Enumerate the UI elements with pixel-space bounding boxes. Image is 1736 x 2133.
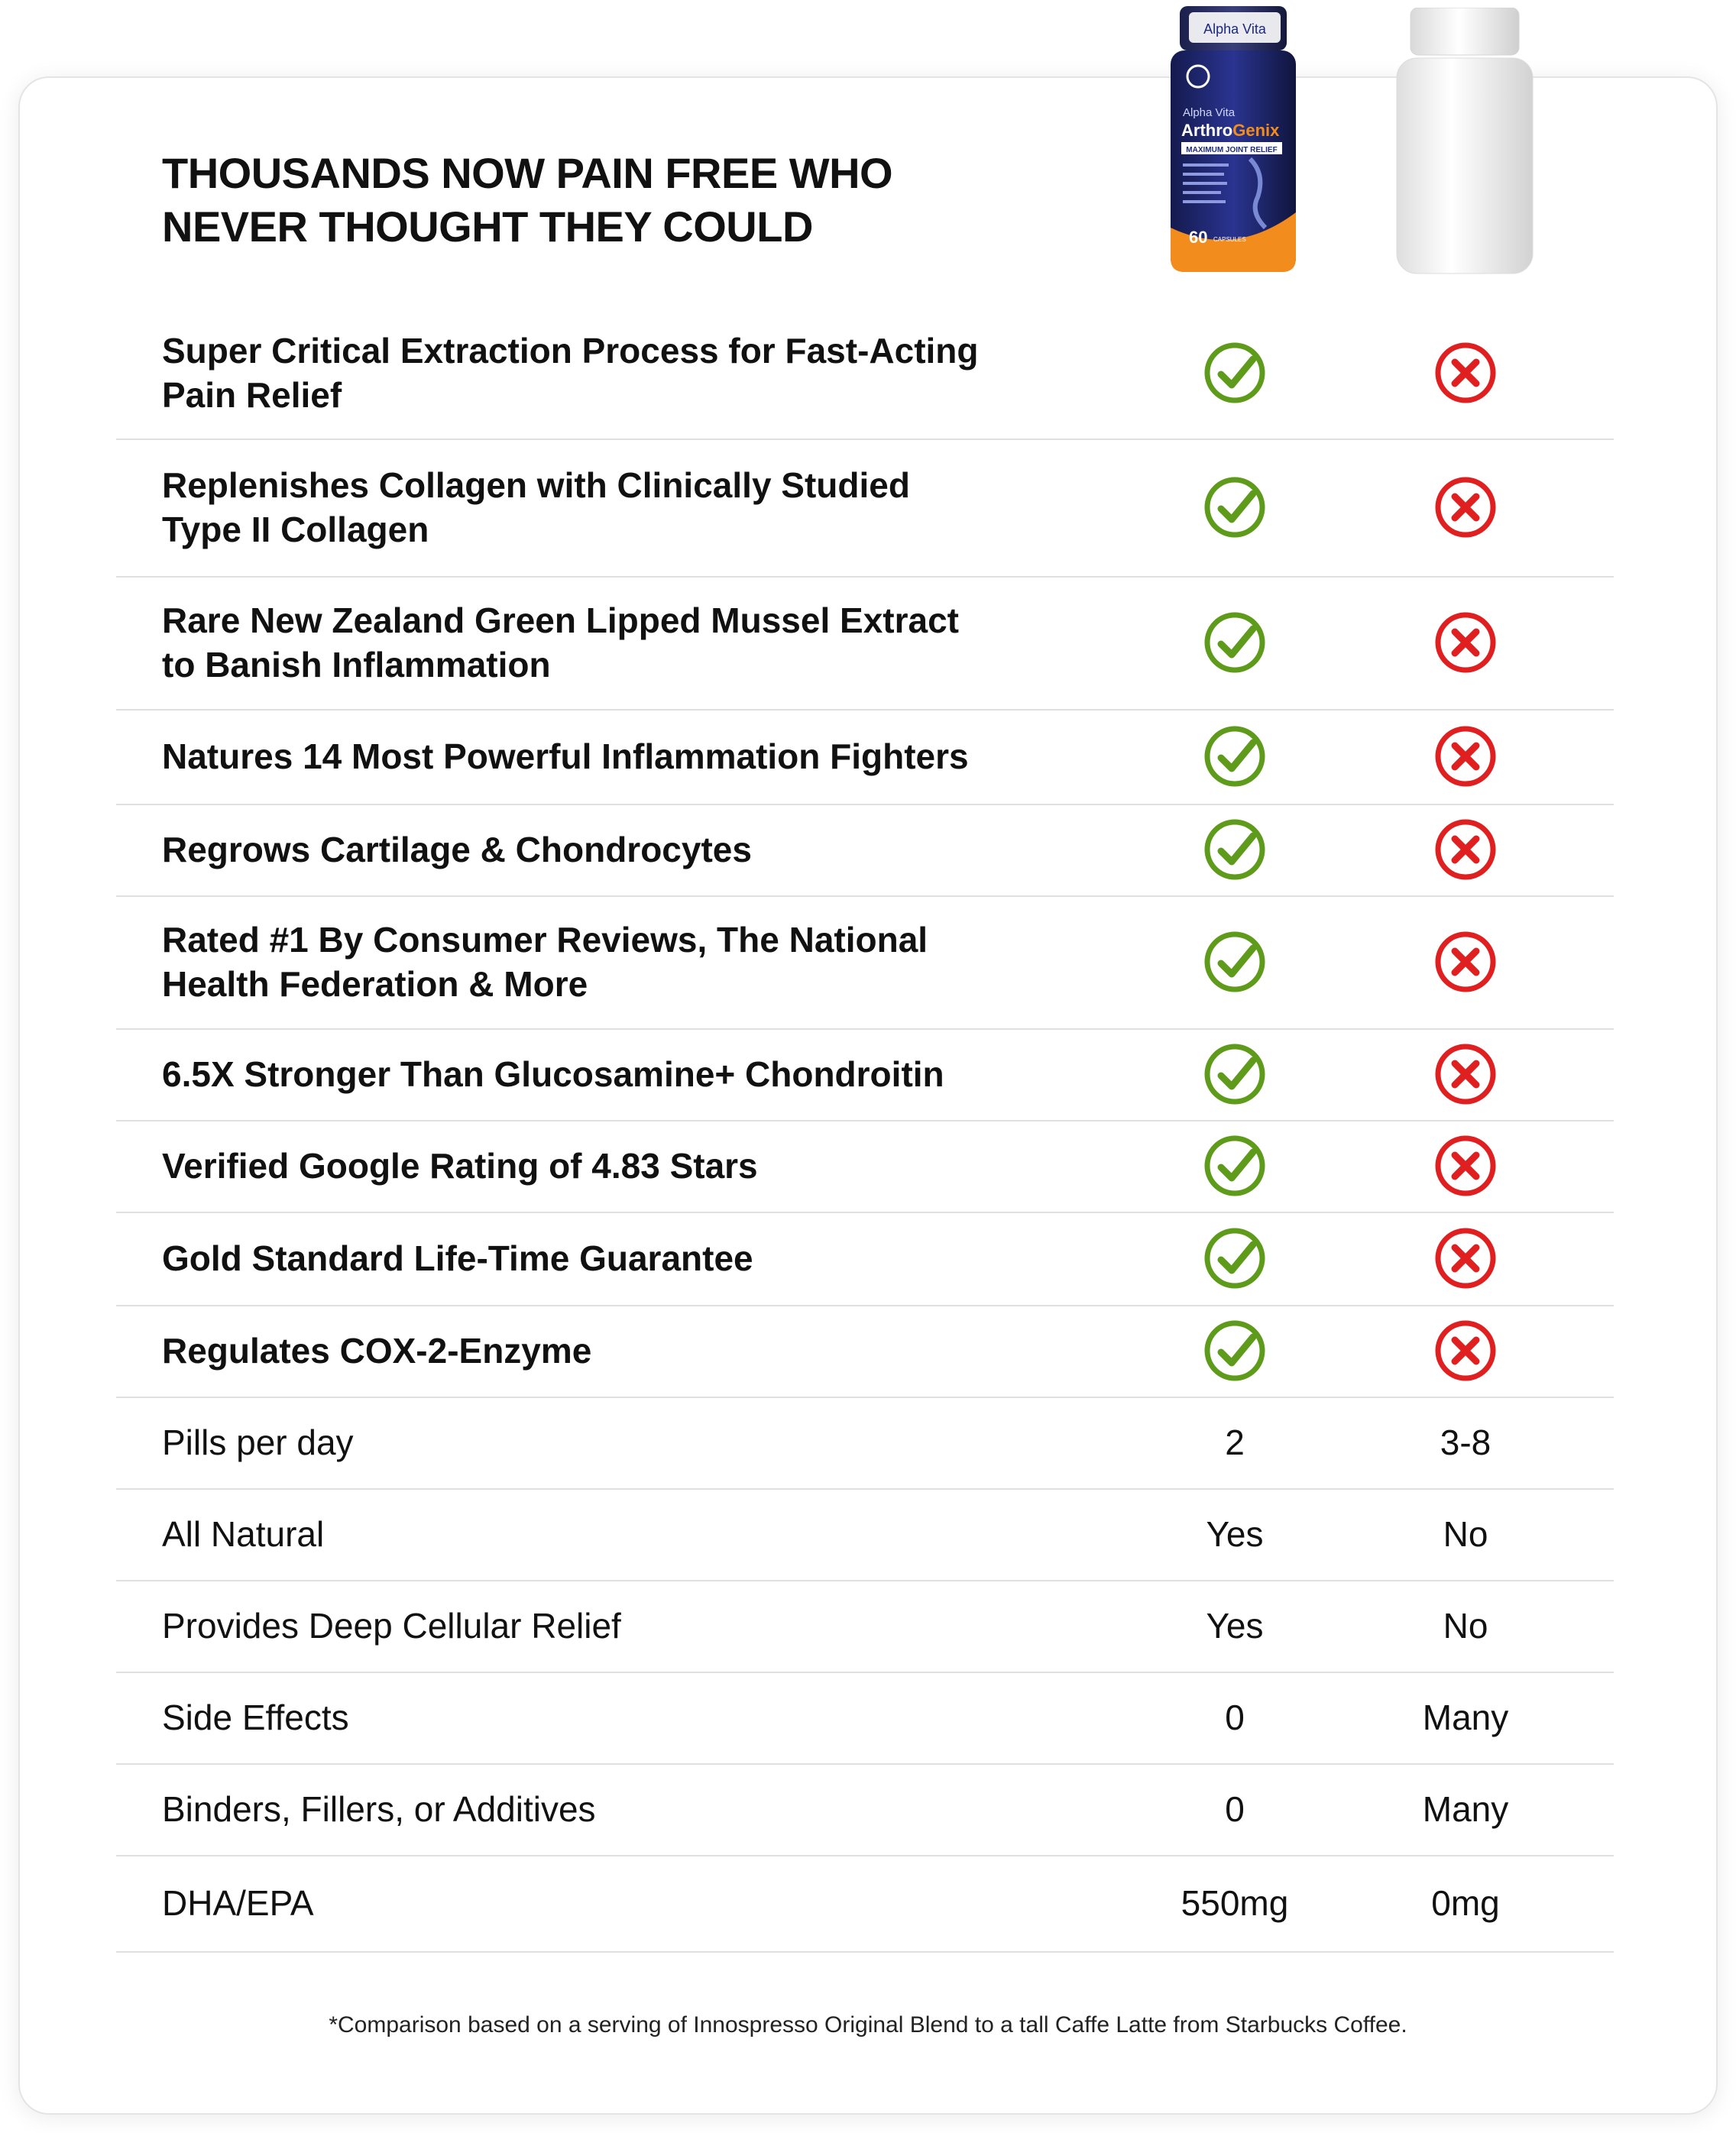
generic-value — [1423, 1697, 1508, 1738]
check-icon — [1203, 724, 1267, 788]
check-icon — [1203, 930, 1267, 994]
feature-label — [162, 918, 1018, 1006]
table-row — [116, 1763, 1614, 1856]
table-row — [116, 307, 1614, 440]
feature-label — [162, 1144, 1018, 1188]
feature-line-1: Provides Deep Cellular Relief — [162, 1606, 621, 1646]
generic-value — [1443, 1605, 1488, 1646]
cross-icon — [1433, 475, 1498, 539]
feature-line-1: Regulates COX-2-Enzyme — [162, 1331, 592, 1371]
feature-label — [162, 329, 1018, 417]
cell-value-text: 0 — [1225, 1698, 1245, 1737]
feature-line-2: Pain Relief — [162, 375, 342, 415]
cell-value-text: Yes — [1206, 1514, 1264, 1554]
table-row — [116, 1305, 1614, 1398]
arthrogenix-bottle-image — [1166, 6, 1300, 277]
table-row — [116, 1855, 1614, 1953]
cell-value-text: 550mg — [1181, 1883, 1289, 1923]
feature-line-1: Rated #1 By Consumer Reviews, The National — [162, 920, 928, 960]
bottle-brand-small: Alpha Vita — [1183, 106, 1236, 119]
cross-icon — [1433, 1226, 1498, 1290]
cell-value-text: 2 — [1225, 1423, 1245, 1462]
check-icon — [1203, 475, 1267, 539]
table-row — [116, 895, 1614, 1030]
feature-line-1: DHA/EPA — [162, 1883, 314, 1923]
feature-label — [162, 734, 1018, 778]
generic-bottle-image — [1392, 8, 1537, 275]
cross-icon — [1433, 1319, 1498, 1383]
cross-icon — [1433, 930, 1498, 994]
feature-label — [162, 1236, 1018, 1280]
generic-value — [1440, 1422, 1491, 1463]
check-icon — [1203, 1134, 1267, 1198]
arthrogenix-value — [1206, 1605, 1263, 1646]
feature-line-1: Pills per day — [162, 1423, 354, 1462]
check-icon — [1203, 1042, 1267, 1106]
arthrogenix-value — [1225, 1422, 1245, 1463]
feature-line-1: Gold Standard Life-Time Guarantee — [162, 1238, 753, 1278]
feature-line-1: Side Effects — [162, 1698, 349, 1737]
feature-label — [162, 1604, 1018, 1648]
svg-text:ArthroGenix — [1181, 121, 1280, 140]
feature-label — [162, 1329, 1018, 1373]
generic-value — [1443, 1513, 1488, 1555]
table-row — [116, 1212, 1614, 1306]
feature-line-1: Natures 14 Most Powerful Inflammation Fighters — [162, 736, 969, 776]
cross-icon — [1433, 1042, 1498, 1106]
bottle-name-part1: Arthro — [1181, 121, 1233, 140]
feature-line-1: Verified Google Rating of 4.83 Stars — [162, 1146, 758, 1186]
bottle-logo-text: Alpha Vita — [1203, 21, 1266, 37]
footnote: *Comparison based on a serving of Innospresso Original Blend to a tall Caffe Latte from Starbucks Coffee. — [329, 2012, 1407, 2038]
arthrogenix-value — [1225, 1697, 1245, 1738]
feature-line-1: Regrows Cartilage & Chondrocytes — [162, 830, 752, 869]
feature-line-1: Binders, Fillers, or Additives — [162, 1789, 596, 1829]
arthrogenix-value — [1225, 1788, 1245, 1830]
table-row — [116, 439, 1614, 578]
feature-label — [162, 827, 1018, 872]
cell-value-text: No — [1443, 1514, 1488, 1554]
feature-label — [162, 1512, 1018, 1556]
cross-icon — [1433, 341, 1498, 405]
cell-value-text: 0 — [1225, 1789, 1245, 1829]
feature-line-2: Type II Collagen — [162, 510, 429, 549]
check-icon — [1203, 817, 1267, 882]
feature-line-2: Health Federation & More — [162, 964, 588, 1004]
cell-value-text: Many — [1422, 1698, 1509, 1737]
table-row — [116, 1580, 1614, 1673]
table-row — [116, 1488, 1614, 1581]
feature-line-1: 6.5X Stronger Than Glucosamine+ Chondroitin — [162, 1054, 944, 1094]
feature-label — [162, 1881, 1018, 1925]
cell-value-text: 3-8 — [1440, 1423, 1491, 1462]
generic-value — [1423, 1788, 1508, 1830]
check-icon — [1203, 1226, 1267, 1290]
bottle-tagline: MAXIMUM JOINT RELIEF — [1186, 146, 1278, 154]
title-line-2: NEVER THOUGHT THEY COULD — [162, 202, 813, 251]
cell-value-text: 0mg — [1431, 1883, 1500, 1923]
feature-label — [162, 463, 1018, 552]
cross-icon — [1433, 610, 1498, 675]
feature-line-1: All Natural — [162, 1514, 325, 1554]
feature-label — [162, 598, 1018, 687]
table-row — [116, 1120, 1614, 1213]
feature-label — [162, 1420, 1018, 1465]
bottle-name-part2: Genix — [1232, 121, 1280, 140]
cell-value-text: No — [1443, 1606, 1488, 1646]
page-title — [162, 147, 1079, 254]
cross-icon — [1433, 1134, 1498, 1198]
table-row — [116, 1397, 1614, 1490]
cell-value-text: Yes — [1206, 1606, 1264, 1646]
feature-label — [162, 1695, 1018, 1740]
check-icon — [1203, 1319, 1267, 1383]
feature-line-2: to Banish Inflammation — [162, 645, 551, 685]
feature-line-1: Rare New Zealand Green Lipped Mussel Extract — [162, 600, 959, 640]
cross-icon — [1433, 724, 1498, 788]
table-row — [116, 1672, 1614, 1765]
table-row — [116, 804, 1614, 897]
feature-label — [162, 1052, 1018, 1096]
table-row — [116, 576, 1614, 710]
cross-icon — [1433, 817, 1498, 882]
arthrogenix-value — [1206, 1513, 1263, 1555]
bottle-count-label: CAPSULES — [1213, 236, 1246, 243]
feature-line-1: Replenishes Collagen with Clinically Studied — [162, 465, 910, 505]
title-line-1: THOUSANDS NOW PAIN FREE WHO — [162, 149, 893, 197]
bottle-count: 60 — [1189, 228, 1208, 247]
check-icon — [1203, 341, 1267, 405]
generic-value — [1431, 1882, 1499, 1924]
feature-line-1: Super Critical Extraction Process for Fast-Acting — [162, 331, 979, 371]
table-row — [116, 1028, 1614, 1122]
check-icon — [1203, 610, 1267, 675]
feature-label — [162, 1787, 1018, 1831]
table-row — [116, 709, 1614, 805]
arthrogenix-value — [1181, 1882, 1289, 1924]
cell-value-text: Many — [1422, 1789, 1509, 1829]
